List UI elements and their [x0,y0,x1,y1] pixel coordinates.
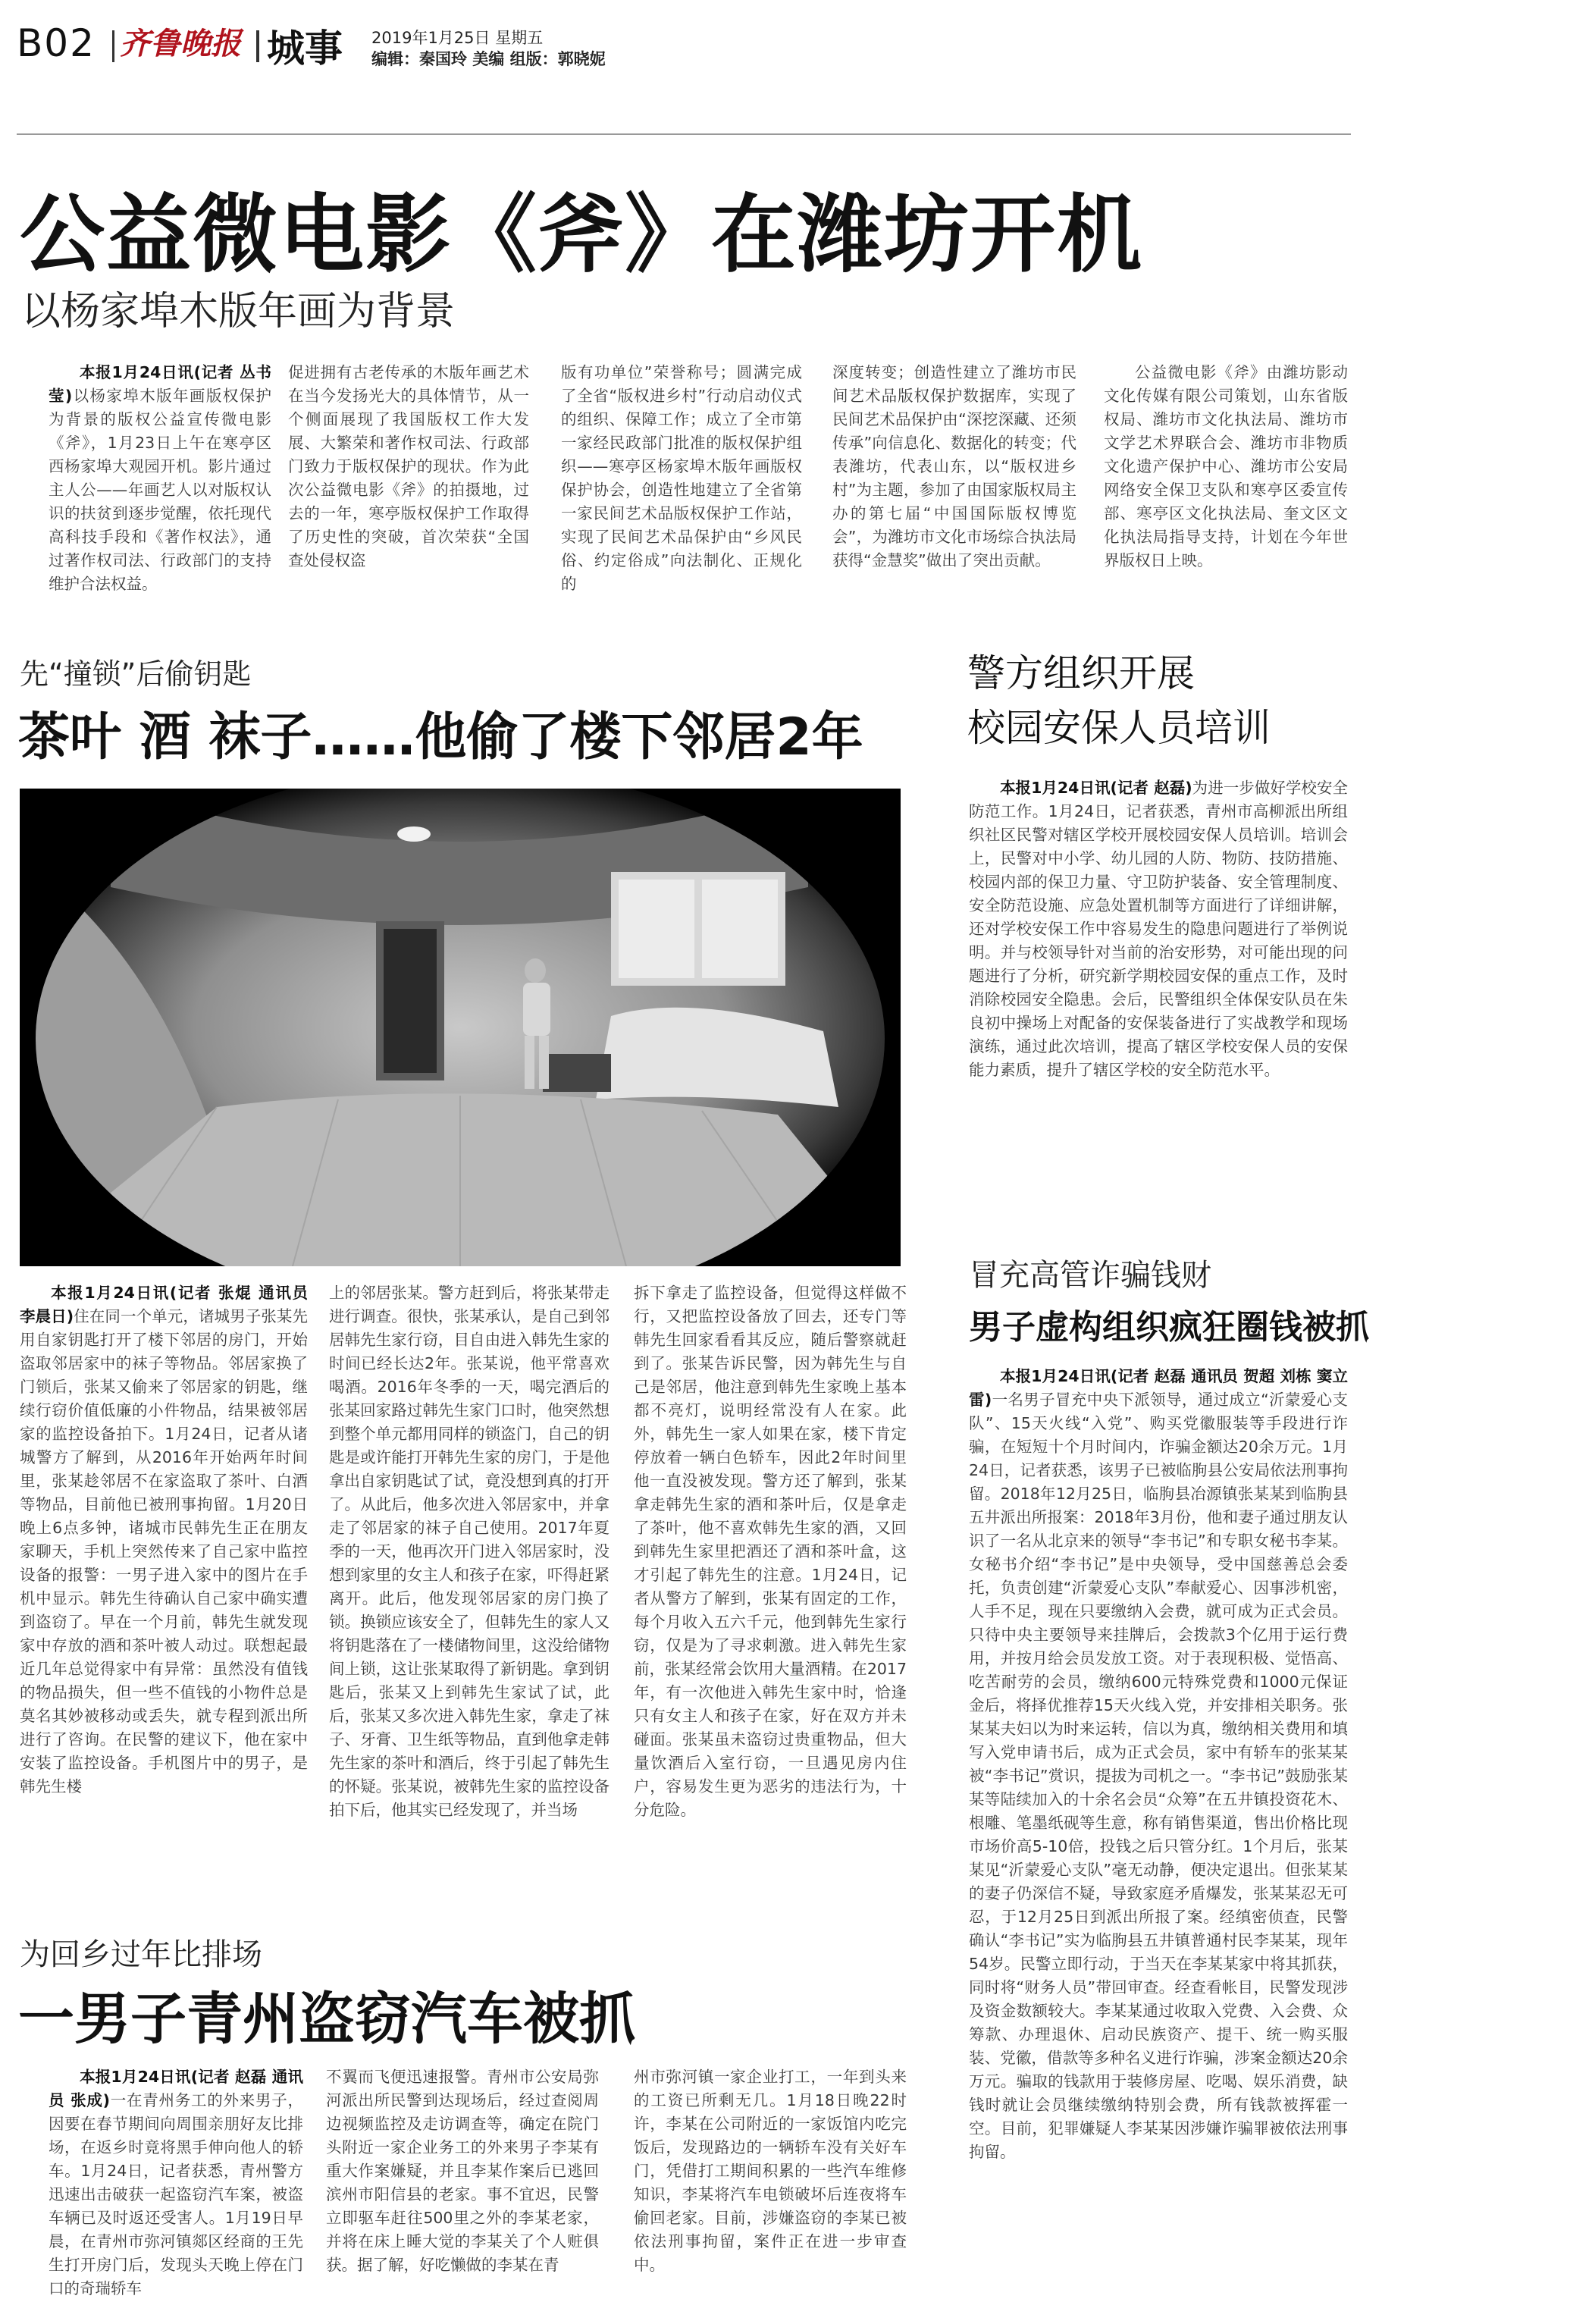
story1-col5: 公益微电影《斧》由潍坊影动文化传媒有限公司策划，山东省版权局、潍坊市文化执法局、潍坊市文学艺术界联合会、潍坊市非物质文化遗产保护中心、潍坊市公安局网络安全保卫支队和寒亭区委宣传部、寒亭区文化执法局、奎文区文化执法局指导支持，计划在今年世界版权日上映。 [1104,363,1348,569]
page-number: B02 [17,21,96,65]
story5-col1: 本报1月24日讯(记者 赵磊 通讯员 张成)一在青州务工的外来男子，因要在春节期间向周围亲朋好友比排场，在返乡时竟将黑手伸向他人的轿车。1月24日，记者获悉，青州警方迅速出击破获一起盗窃汽车案，被盗车辆已及时返还受害人。1月19日早晨，在青州市弥河镇郯区经商的王先生打开房门后，发现头天晚上停在门口的奇瑞轿车 [49,2068,303,2297]
story3-body: 本报1月24日讯(记者 赵磊)为进一步做好学校安全防范工作。1月24日，记者获悉，青州市高柳派出所组织社区民警对辖区学校开展校园安保人员培训。培训会上，民警对中小学、幼儿园的人防、物防、技防措施、校园内部的保卫力量、守卫防护装备、安全管理制度、安全防范设施、应急处置机制等方面进行了详细讲解，还对学校安保工作中容易发生的隐患问题进行了举例说明。并与校领导针对当前的治安形势，对可能出现的问题进行了分析，研究新学期校园安保的重点工作，及时消除校园安全隐患。会后，民警组织全体保安队员在朱良初中操场上对配备的安保装备进行了实战教学和现场演练，通过此次培训，提高了辖区学校安保人员的安保能力素质，提升了辖区学校的安全防范水平。 [969,779,1348,1079]
story3-headline-line1[interactable]: 警方组织开展 [967,651,1195,695]
editor-credits: 编辑：秦国玲 美编 组版：郭晓妮 [371,50,606,68]
story3-byline: 本报1月24日讯(记者 赵磊) [1000,779,1192,797]
story1-col3: 版有功单位”荣誉称号；圆满完成了全省“版权进乡村”行动启动仪式的组织、保障工作；成立了全市第一家经民政部门批准的版权保护组织——寒亭区杨家埠木版年画版权保护协会，创造性地建立了全省第一家民间艺术品版权保护工作站，实现了民间艺术品保护由“乡风民俗、约定俗成”向法制化、正规化的 [561,363,802,593]
story3-headline-line2[interactable]: 校园安保人员培训 [967,706,1271,750]
story1-byline: 本报1月24日讯(记者 丛书莹) [49,363,271,405]
story5-kicker: 为回乡过年比排场 [20,1937,262,1972]
story2-col1: 本报1月24日讯(记者 张焜 通讯员 李晨日)住在同一个单元，诸城男子张某先用自家钥匙打开了楼下邻居的房门，开始盗取邻居家中的袜子等物品。邻居家换了门锁后，张某又偷来了邻居家的钥匙，继续行窃价值低廉的小件物品，结果被邻居家的监控设备拍下。1月24日，记者从诸城警方了解到，从2016年开始两年时间里，张某趁邻居不在家盗取了茶叶、白酒等物品，目前他已被刑事拘留。1月20日晚上6点多钟，诸城市民韩先生正在朋友家聊天，手机上突然传来了自己家中监控设备的报警：一男子进入家中的图片在手机中显示。韩先生待确认自己家中确实遭到盗窃了。早在一个月前，韩先生就发现家中存放的酒和茶叶被人动过。联想起最近几年总觉得家中有异常：虽然没有值钱的物品损失，但一些不值钱的小物件总是莫名其妙被移动或丢失，就专程到派出所进行了咨询。在民警的建议下，他在家中安装了监控设备。手机图片中的男子，是韩先生楼 [20,1284,308,1796]
story2-col2: 上的邻居张某。警方赶到后，将张某带走进行调查。很快，张某承认，是自己到邻居韩先生家行窃，目自由进入韩先生家的时间已经长达2年。张某说，他平常喜欢喝酒。2016年冬季的一天，喝完酒后的张某回家路过韩先生家门口时，他突然想到整个单元都用同样的锁盗门，自己的钥匙是或许能打开韩先生家的房门，于是他拿出自家钥匙试了试，竟没想到真的打开了。从此后，他多次进入邻居家中，并拿走了邻居家的袜子自己使用。2017年夏季的一天，他再次开门进入邻居家时，没想到家里的女主人和孩子在家，吓得赶紧离开。此后，他发现邻居家的房门换了锁。换锁应该安全了，但韩先生的家人又将钥匙落在了一楼储物间里，这没给储物间上锁，这让张某取得了新钥匙。拿到钥匙后，张某又上到韩先生家试了试，此后，张某又多次进入韩先生家，拿走了袜子、牙膏、卫生纸等物品，直到他拿走韩先生家的茶叶和酒后，终于引起了韩先生的怀疑。张某说，被韩先生家的监控设备拍下后，他其实已经发现了，并当场 [329,1284,610,1819]
story2-byline: 本报1月24日讯(记者 张焜 通讯员 李晨日) [20,1284,308,1325]
story1-col1: 本报1月24日讯(记者 丛书莹)以杨家埠木版年画版权保护为背景的版权公益宣传微电影《斧》，1月23日上午在寒亭区西杨家埠大观园开机。影片通过主人公——年画艺人以对版权认识的扶贫到逐步觉醒，依托现代高科技手段和《著作权法》，通过著作权司法、行政部门的支持维护合法权益。 [49,363,271,593]
story5-headline[interactable]: 一男子青州盗窃汽车被抓 [18,1987,635,2052]
story1-col4: 深度转变；创造性建立了潍坊市民间艺术品版权保护数据库，实现了民间艺术品保护由“深挖深藏、还须传承”向信息化、数据化的转变；代表潍坊，代表山东，以“版权进乡村”为主题，参加了由国家版权局主办的第七届“中国国际版权博览会”，为潍坊市文化市场综合执法局获得“金慧奖”做出了突出贡献。 [832,363,1076,569]
story5-byline: 本报1月24日讯(记者 赵磊 通讯员 张成) [49,2068,303,2109]
story4-body: 本报1月24日讯(记者 赵磊 通讯员 贺超 刘栋 窦立雷)一名男子冒充中央下派领导，通过成立“沂蒙爱心支队”、15天火线“入党”、购买党徽服装等手段进行诈骗，在短短十个月时间内，诈骗金额达20余万元。1月24日，记者获悉，该男子已被临朐县公安局依法刑事拘留。2018年12月25日，临朐县冶源镇张某某到临朐县五井派出所报案：2018年3月份，他和妻子通过朋友认识了一名从北京来的领导“李书记”和专职女秘书李某。女秘书介绍“李书记”是中央领导，受中国慈善总会委托，负责创建“沂蒙爱心支队”奉献爱心、因事涉机密，人手不足，现在只要缴纳入会费，就可成为正式会员。只待中央主要领导来挂牌后，会拨款3个亿用于运行费用，并按月给会员发放工资。对于表现积极、觉悟高、吃苦耐劳的会员，缴纳600元特殊党费和1000元保证金后，将择优推荐15天火线入党，并安排相关职务。张某某夫妇以为时来运转，信以为真，缴纳相关费用和填写入党申请书后，成为正式会员，家中有轿车的张某某被“李书记”赏识，提拔为司机之一。“李书记”鼓励张某某等陆续加入的十余名会员“众筹”在五井镇投资花木、根雕、笔墨纸砚等生意，称有销售渠道，售出价格比现市场价高5-10倍，投钱之后只管分红。1个月后，张某某见“沂蒙爱心支队”毫无动静，便决定退出。但张某某的妻子仍深信不疑，导致家庭矛盾爆发，张某某忍无可忍，于12月25日到派出所报了案。经缜密侦查，民警确认“李书记”实为临朐县五井镇普通村民李某某，现年54岁。民警立即行动，于当天在李某某家中将其抓获，同时将“财务人员”带回审查。经查看帐目，民警发现涉及资金数额较大。李某某通过收取入党费、入会费、众筹款、办理退休、启动民族资产、提干、统一购买服装、党徽，借款等多种名义进行诈骗，涉案金额达20余万元。骗取的钱款用于装修房屋、吃喝、娱乐消费，缺钱时就让会员继续缴纳特别会费，所有钱款被挥霍一空。目前，犯罪嫌疑人李某某因涉嫌诈骗罪被依法刑事拘留。 [969,1367,1348,2161]
story4-headline-line1[interactable]: 冒充高管诈骗钱财 [969,1258,1211,1293]
issue-date: 2019年1月25日 星期五 [371,29,544,47]
story4-headline-line2[interactable]: 男子虚构组织疯狂圈钱被抓 [969,1308,1369,1347]
newspaper-logo: 齐鲁晚报 [120,26,241,61]
story1-headline[interactable]: 公益微电影《斧》在潍坊开机 [20,186,1143,284]
story5-col2: 不翼而飞便迅速报警。青州市公安局弥河派出所民警到达现场后，经过查阅周边视频监控及走访调查等，确定在院门头附近一家企业务工的外来男子李某有重大作案嫌疑，并且李某作案后已逃回滨州市阳信县的老家。事不宜迟，民警立即驱车赶往500里之外的李某老家，并将在床上睡大觉的李某关了个人赃俱获。据了解，好吃懒做的李某在青 [326,2068,599,2274]
story2-kicker: 先“撞锁”后偷钥匙 [20,657,252,691]
story2-col3: 拆下拿走了监控设备，但觉得这样做不行，又把监控设备放了回去，还专门等韩先生回家看看其反应，随后警察就赶到了。张某告诉民警，因为韩先生与自己是邻居，他注意到韩先生家晚上基本都不亮灯，说明经常没有人在家。此外，韩先生一家人如果在家，楼下肯定停放着一辆白色轿车，因此2年时间里他一直没被发现。警方还了解到，张某拿走韩先生家的酒和茶叶后，仅是拿走了茶叶，他不喜欢韩先生家的酒，又回到韩先生家里把酒还了酒和茶叶盒，这才引起了韩先生的注意。1月24日，记者从警方了解到，张某有固定的工作，每个月收入五六千元，他到韩先生家行窃，仅是为了寻求刺激。进入韩先生家前，张某经常会饮用大量酒精。在2017年，有一次他进入韩先生家中时，恰逢只有女主人和孩子在家，好在双方并未碰面。张某虽未盗窃过贵重物品，但大量饮酒后入室行窃，一旦遇见房内住户，容易发生更为恶劣的违法行为，十分危险。 [634,1284,907,1819]
section-title: 城事 [267,27,343,71]
header-divider [112,30,114,62]
surveillance-photo [20,789,901,1266]
story2-headline[interactable]: 茶叶 酒 袜子……他偷了楼下邻居2年 [18,707,863,767]
story1-col2: 促进拥有古老传承的木版年画艺术在当今发扬光大的具体情节，从一个侧面展现了我国版权工作大发展、大繁荣和著作权司法、行政部门致力于版权保护的现状。作为此次公益微电影《斧》的拍摄地，过去的一年，寒亭版权保护工作取得了历史性的突破，首次荣获“全国查处侵权盗 [288,363,529,569]
header-rule [17,133,1351,135]
surveillance-fisheye-icon [20,789,901,1266]
story1-subhead: 以杨家埠木版年画为背景 [21,289,456,334]
header-divider [256,30,259,62]
story5-col3: 州市弥河镇一家企业打工，一年到头来的工资已所剩无几。1月18日晚22时许，李某在公司附近的一家饭馆内吃完饭后，发现路边的一辆轿车没有关好车门，凭借打工期间积累的一些汽车维修知识，李某将汽车电锁破坏后连夜将车偷回老家。目前，涉嫌盗窃的李某已被依法刑事拘留，案件正在进一步审查中。 [634,2068,907,2274]
story4-byline: 本报1月24日讯(记者 赵磊 通讯员 贺超 刘栋 窦立雷) [969,1367,1348,1409]
